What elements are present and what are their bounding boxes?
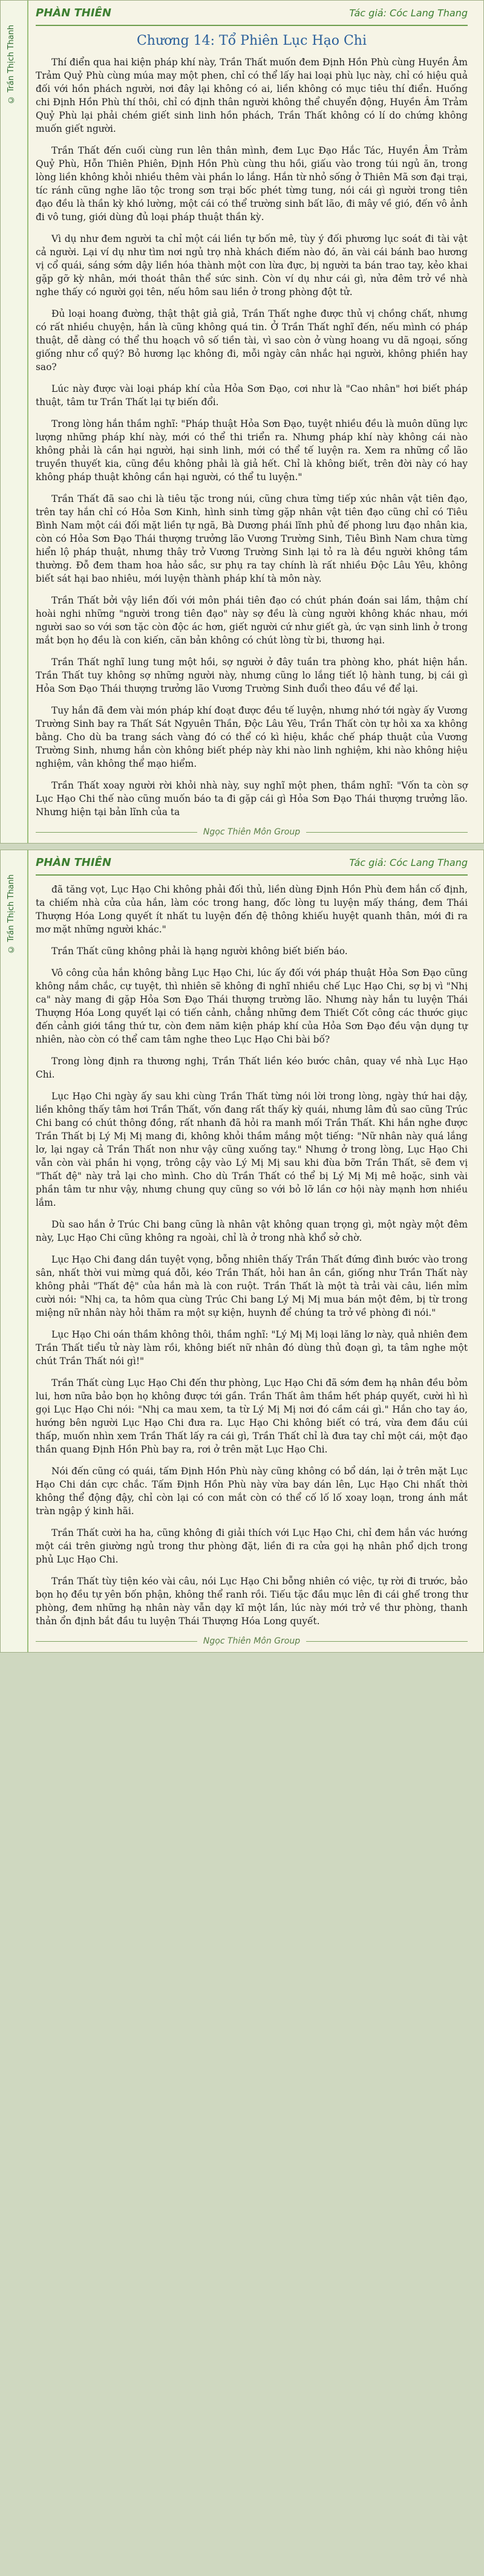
paragraph: Thí điển qua hai kiện pháp khí này, Trần Thất muốn đem Định Hồn Phù cùng Huyền Âm Trảm Quỷ Phù cùng múa may một phen, chỉ có thể lấy hai loại phù lục này, chỉ có hiệu quả đối với hồn phách người, nơi đây lại không có ai, liền không có mục tiêu thí điển. Huống chi Định Hồn Phù thí thôi, chỉ có định thân người không thể chuyển động, Huyền Âm Trảm Quỷ Phù lại phải chém giết sinh linh hồn phách, Trần Thất không có lí do chứng không muốn giết người. (36, 57, 468, 134)
paragraph: Trần Thất đến cuối cùng run lên thân mình, đem Lục Đạo Hắc Tác, Huyền Âm Trảm Quỷ Phù, Hỗn Thiên Phiên, Định Hồn Phù cùng thu hồi, giấu vào trong túi ngủ ăn, trong lòng liền không khỏi nhiều thêm vài phần lo lắng. Hắn từ nhỏ sống ở Thiên Mã sơn đại trại, tíc ránh cũng nghe lão tộc trong sơn trại bốc phét từng tung, nói cái gì người trong tiên đạo đều là thần kỳ khó lường, một cái có thể trường sinh bất lão, đi mây về gió, đến vô ảnh đi vô tung, giới dùng đủ loại pháp thuật thần kỳ. (36, 145, 468, 223)
author-label: Tác giả: Cóc Lang Thang (349, 856, 468, 868)
page-2-body (36, 883, 468, 1628)
footer-divider (36, 832, 197, 833)
footer-divider (306, 1641, 468, 1642)
page-1-body (36, 56, 468, 819)
author-label: Tác giả: Cóc Lang Thang (349, 7, 468, 19)
page-1 (0, 0, 484, 844)
paragraph: Nói đến cũng có quái, tấm Định Hồn Phù này cũng không có bổ dán, lại ở trên mặt Lục Hạo Chi dán cực chắc. Tấm Định Hồn Phù này vừa bay dán lên, Lục Hạo Chi nhất thời không thể động đậy, chỉ còn lại có con mắt còn có thể cố lố lố xoay loạn, trong ánh mắt tràn ngập ý kinh hãi. (36, 1466, 468, 1517)
paragraph: Trần Thất xoay người rời khỏi nhà này, suy nghĩ một phen, thầm nghĩ: "Vốn ta còn sợ Lục Hạo Chi thế nào cũng muốn báo ta đi gặp cái gì Hỏa Sơn Đạo Thái thượng trưởng lão. Nhưng hiện tại bản lĩnh của ta (36, 780, 468, 818)
book-title: PHÀN THIÊN (36, 856, 111, 869)
page-footer (36, 827, 468, 837)
footer-group: Ngọc Thiên Môn Group (203, 1636, 301, 1646)
paragraph: Lục Hạo Chi ngày ấy sau khi cùng Trần Thất từng nói lời trong lòng, ngày thứ hai dậy, liền không thấy tâm hơi Trần Thất, vốn đang rất thấy kỳ quái, nhưng lâm đủ sao cũng Trúc Chi bang có chút thông đồng, rất nhanh đã hỏi ra manh mối Trần Thất. Khi hắn nghe được Trần Thất bị Lý Mị Mị mang đi, không khỏi thầm mắng một tiếng: "Nữ nhân này quá lắng lơ, lại ngay cả Trần Thất non như vậy cũng xuống tay." Nhưng ở trong lòng, Lục Hạo Chi vẫn còn vài phần hi vọng, trông cậy vào Lý Mị Mị sau khi đùa bỡn Trần Thất, sẽ đem vị "Thất đệ" này trả lại cho mình. Cho dù Trần Thất có thể bị Lý Mị Mị mê hoặc, sinh vài phần tâm tư như vậy, nhưng chung quy cũng so với bỏ lỡ lần cơ hội này mạnh hơn nhiều lắm. (36, 1091, 468, 1208)
paragraph: Dù sao hắn ở Trúc Chi bang cũng là nhân vật không quan trọng gì, một ngày một đêm này, Lục Hạo Chi cũng không ra ngoài, chỉ là ở trong nhà khổ sở chờ. (36, 1219, 468, 1243)
paragraph: Trần Thất cùng Lục Hạo Chi đến thư phòng, Lục Hạo Chi đã sớm đem hạ nhân đều bỏm lui, hơn nữa bảo bọn họ không được tới gần. Trần Thất âm thầm hết pháp quyết, cười hì hì gọi Lục Hạo Chi nói: "Nhị ca mau xem, ta từ Lý Mị Mị nơi đó cầm cái gì." Hắn cho tay áo, hướng bên người Lục Hạo Chi đưa ra. Lục Hạo Chi không biết có trá, vừa đem đầu cúi thấp, muốn nhìn xem Trần Thất lấy ra cái gì, Trần Thất chỉ là đưa tay chỉ một cái, một đạo thần quang Định Hồn Phù bay ra, rơi ở trên mặt Lục Hạo Chi. (36, 1377, 468, 1455)
side-strip (1, 850, 28, 1652)
side-copyright: © Trần Thịch Thanh (7, 874, 16, 954)
paragraph: Vô công của hắn không bằng Lục Hạo Chi, lúc ấy đối với pháp thuật Hỏa Sơn Đạo cũng không nắm chắc, cự tuyệt, thì nhiên sẽ không đi nghĩ nhiều chế Lục Hạo Chi, sợ bị vì "Nhị ca" này mang đi gặp Hỏa Sơn Đạo Thái thượng trường lão. Nhưng này hắn tu luyện Thái Thượng Hóa Long quyết lại có tiến cảnh, chẳng những đem Thiết Cốt công các thước giục đến cảnh giới tầng thứ tư, còn đem năm kiện pháp khí của Hỏa Sơn Đạo đều vận dụng tự nhiên, nào còn có thể cam tâm nghe theo Lục Hạo Chi bài bố? (36, 968, 468, 1045)
footer-divider (36, 1641, 197, 1642)
page-2 (0, 850, 484, 1653)
book-title: PHÀN THIÊN (36, 6, 111, 19)
side-strip (1, 1, 28, 843)
paragraph: Trần Thất bởi vậy liền đối với môn phái tiên đạo có chút phán đoán sai lầm, thậm chí hoài nghi những "người trong tiên đạo" này sợ đều là cùng người không khác nhau, mới người sao so với sơn tặc còn độc ác hơn, giết người cứ như giết gà, ức vạn sinh linh ở trong mắt bọn họ đều là con kiến, căn bản không có chút lòng từ bi, thương hại. (36, 595, 468, 646)
paragraph: Lục Hạo Chi oán thầm không thôi, thầm nghĩ: "Lý Mị Mị loại lăng lơ này, quả nhiên đem Trần Thất tiểu tử này làm rồi, không biết nữ nhân đó dùng thủ đoạn gì, ta tâm nghe một chút Trần Thất nói gì!" (36, 1329, 468, 1367)
paragraph: Trong lòng định ra thương nghị, Trần Thất liền kéo bước chân, quay về nhà Lục Hạo Chi. (36, 1056, 468, 1080)
footer-divider (306, 832, 468, 833)
paragraph: Trần Thất đã sao chi là tiêu tặc trong núi, cũng chưa từng tiếp xúc nhân vật tiên đạo, trên tay hắn chỉ có Hỏa Sơn Kinh, hình sinh từng gặp nhân vật tiên đạo cũng chỉ có Tiêu Bình Nam một cái đối mặt liền tự ngã, Bà Dương phái lĩnh phủ đế phong lưu đạo nhân kia, còn có Hỏa Sơn Đạo Thái thượng trưởng lão Vương Trường Sinh, Tiêu Bình Nam chưa từng hiển lộ pháp thuật, nhưng thây trở Vương Trường Sinh lại tỏ ra là đều người không tầm thường. Đỗ đem tham hoa hảo sắc, sư phụ ra tay chính là rất nhiều Độc Lâu Yêu, không biết sát hại bao nhiêu, mới luyện thành pháp khí tà môn này. (36, 493, 468, 584)
page-footer (36, 1636, 468, 1646)
paragraph: Lúc này được vài loại pháp khí của Hỏa Sơn Đạo, cơi như là "Cao nhân" hơi biết pháp thuật, tâm tư Trần Thất lại tự biến đổi. (36, 383, 468, 408)
paragraph: Lục Hạo Chi đang dần tuyệt vọng, bỗng nhiên thấy Trần Thất đứng đình bước vào trong sân, nhất thời vui mừng quá đỗi, kéo Trần Thất, hỏi han ân cần, giống như Trần Thất này không phải "Thất đệ" của hắn mà là con ruột. Trần Thất là một tà trải vài câu, liền mỉm cười nói: "Nhị ca, ta hôm qua cùng Trúc Chi bang Lý Mị Mị mua bán một đêm, bị từ trong miệng nữ nhân này hỏi thăm ra một sự kiện, huynh để chúng ta trở về phòng đi nói." (36, 1254, 468, 1318)
paragraph: Vì dụ như đem người ta chỉ một cái liền tự bốn mê, tùy ý đối phương lục soát đi tài vật cả người. Lại ví dụ như tìm nơi ngủ trọ nhà khách điếm nào đó, ăn vài cái bánh bao hương vị cổ quái, sáng sớm dậy liền hóa thành một con lừa đực, bị người ta bán trao tay, kẻo khai gặp gỡ kỳ nhân, mới thoát thân thể sức sinh. Còn ví dụ như cái gì, nửa đêm trở về nhà nghe thấy có người gọi tên, nếu hôm sau liền ở trong phòng đột tử. (36, 233, 468, 298)
paragraph: Trần Thất cũng không phải là hạng người không biết biến báo. (51, 946, 348, 957)
footer-group: Ngọc Thiên Môn Group (203, 827, 301, 837)
paragraph: Trần Thất tùy tiện kéo vài câu, nói Lục Hạo Chi bỗng nhiên có việc, tự rời đi trước, bảo bọn họ đều tự yên bốn phận, không thể ranh rồi. Tiếu tặc đầu mục lên đi cái ghế trong thư phòng, đem những hạ nhân này vẫn dạy kĩ một lần, lúc này mới trở về thư phòng, thanh thản ổn định bắt đầu tu luyện Thái Thượng Hóa Long quyết. (36, 1576, 468, 1627)
paragraph: Tuy hắn đã đem vài món pháp khí đoạt được đều tế luyện, nhưng nhớ tới ngày ấy Vương Trường Sinh bay ra Thất Sát Ngyuên Thần, Độc Lâu Yêu, Trần Thất còn tự hỏi xa xa không bằng. Cho dù ba trang sách vàng đó có thể có kì hiệu, khắc chế pháp thuật của Vương Trường Sinh, nhưng hắn còn không biết phép này khi nào linh nghiệm, khi nào không hiệu nghiệm, vân không thể mạo hiểm. (36, 705, 468, 769)
page-header (36, 850, 468, 876)
side-copyright: © Trần Thịch Thanh (7, 25, 16, 104)
paragraph: Đủ loại hoang đường, thật thật giả giả, Trần Thất nghe được thủ vị chồng chất, nhưng có rất nhiều chuyện, hắn là cũng không quá tin. Ở Trần Thất nghĩ đến, nếu mình có pháp thuật, dễ dàng có thể thu hoạch vô số tiền tài, vì sao còn ở vùng hoang vu dã ngoại, sống giống như cổ quý? Bỏ hương lạc không đi, mỗi ngày cân nhắc hại người, không phiền hay sao? (36, 308, 468, 372)
page-header (36, 1, 468, 26)
paragraph: Trong lòng hắn thầm nghĩ: "Pháp thuật Hỏa Sơn Đạo, tuyệt nhiều đều là muôn dũng lực lượng những pháp khí này, mới có thể thi triển ra. Nhưng pháp khí này không cái nào không phải là cần hại người, hại sinh linh, mới có thể tế luyện ra. Xem ra những cổ lão truyền thuyết kia, cũng đều không phải là giả hết. Chỉ là không biết, trên đời này có hay không pháp thuật không cần hại người, có thể tu luyện." (36, 418, 468, 483)
paragraph: đã tăng vọt, Lục Hạo Chi không phải đối thủ, liền dùng Định Hồn Phù đem hắn cố định, ta chiếm nhà cửa của hắn, làm cóc trong hang, đốc lòng tu luyện mấy tháng, đem Thái Thượng Hóa Long quyết ít nhất tu luyện đến đệ thông khiếu huyệt quanh thân, mới đi ra mơ mặt những người khác." (36, 884, 468, 935)
chapter-title: Chương 14: Tổ Phiên Lục Hạo Chi (136, 33, 367, 48)
paragraph: Trần Thất cười ha ha, cũng không đi giải thích với Lục Hạo Chi, chỉ đem hắn vác hướng một cái trên giường ngủ trong thư phòng đặt, liền đi ra cửa gọi hạ nhân phổ dịch trong phủ Lục Hạo Chi. (36, 1527, 468, 1565)
paragraph: Trần Thất nghĩ lung tung một hồi, sợ người ở đây tuần tra phòng kho, phát hiện hắn. Trần Thất tuy không sợ những người này, nhưng cũng lo lắng tiết lộ hành tung, bị cái gì Hỏa Sơn Đạo Thái thượng trưởng lão Vương Trường Sinh đuổi theo đầu về để lại. (36, 657, 468, 694)
